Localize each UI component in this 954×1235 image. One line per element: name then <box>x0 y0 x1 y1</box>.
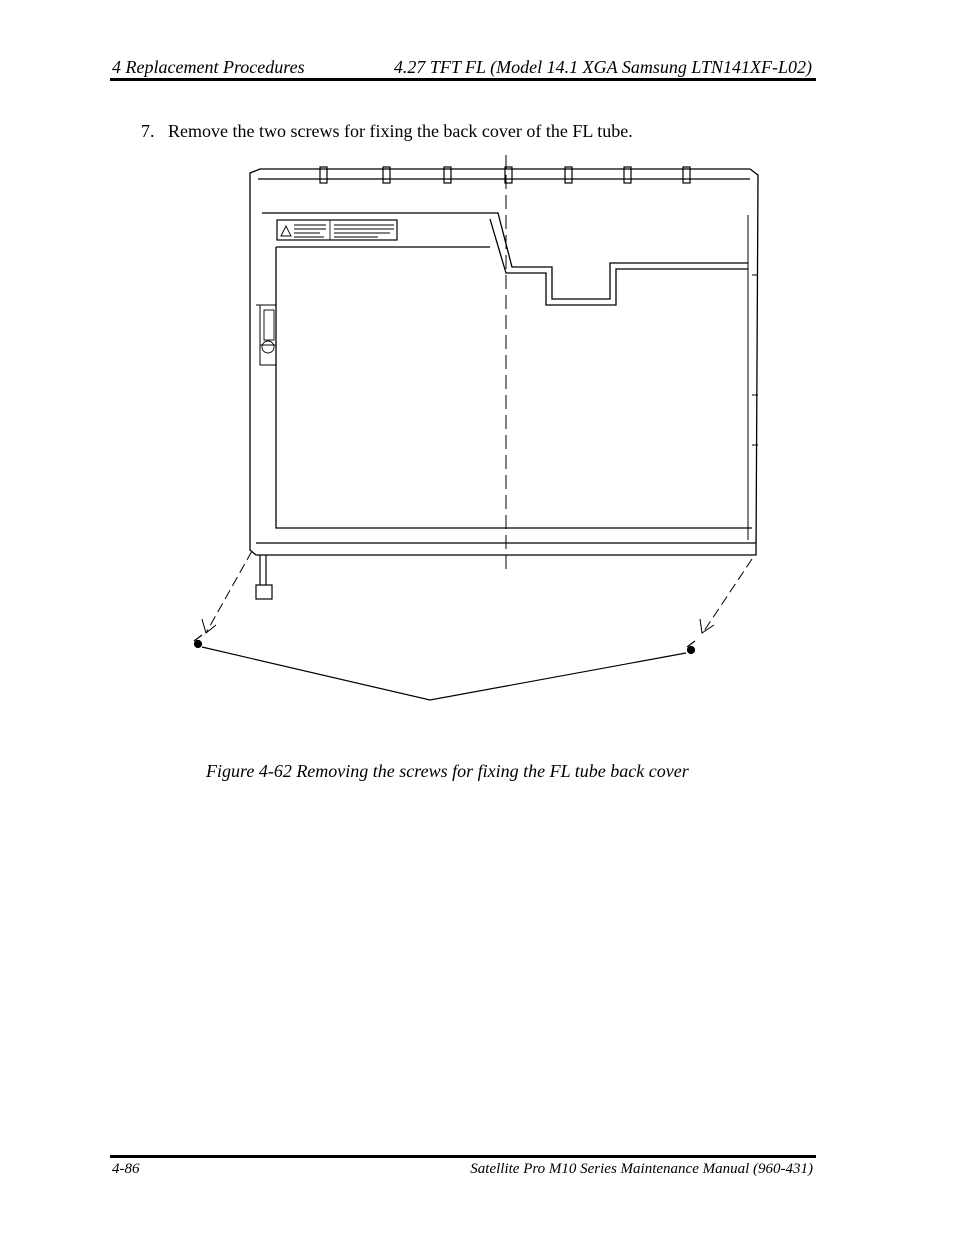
fl-cable <box>260 555 266 585</box>
figure-caption: Figure 4-62 Removing the screws for fixing the FL tube back cover <box>206 761 689 781</box>
screw-callout-lines <box>202 647 686 700</box>
lcd-panel-figure <box>180 155 780 715</box>
step-7 <box>141 121 633 142</box>
fl-tube-back-cover <box>262 213 748 299</box>
header-rule <box>110 78 816 81</box>
left-side-tab <box>264 310 274 340</box>
fl-connector <box>256 585 272 599</box>
footer-page-number: 4-86 <box>112 1161 140 1177</box>
right-screw-arrow <box>704 559 752 631</box>
left-screw-arrow <box>206 551 252 633</box>
panel-outer-frame <box>250 169 758 555</box>
right-screw <box>687 641 695 654</box>
footer-rule <box>110 1155 816 1158</box>
step-number: 7. <box>141 121 155 141</box>
step-text: Remove the two screws for fixing the back cover of the FL tube. <box>168 121 633 141</box>
left-screw <box>194 635 202 648</box>
left-screw-arrowhead <box>202 619 216 633</box>
fl-tube-back-cover-inner <box>276 219 752 528</box>
left-side-bracket <box>256 305 276 365</box>
warning-label-text <box>294 225 394 237</box>
header-chapter: 4 Replacement Procedures <box>112 57 305 77</box>
warning-triangle-icon <box>281 226 291 236</box>
header-section: 4.27 TFT FL (Model 14.1 XGA Samsung LTN141XF-L02) <box>393 57 812 77</box>
left-side-knob <box>262 341 274 353</box>
footer-manual-title: Satellite Pro M10 Series Maintenance Manual (960-431) <box>470 1161 813 1177</box>
lcd-panel-drawing <box>194 155 758 700</box>
